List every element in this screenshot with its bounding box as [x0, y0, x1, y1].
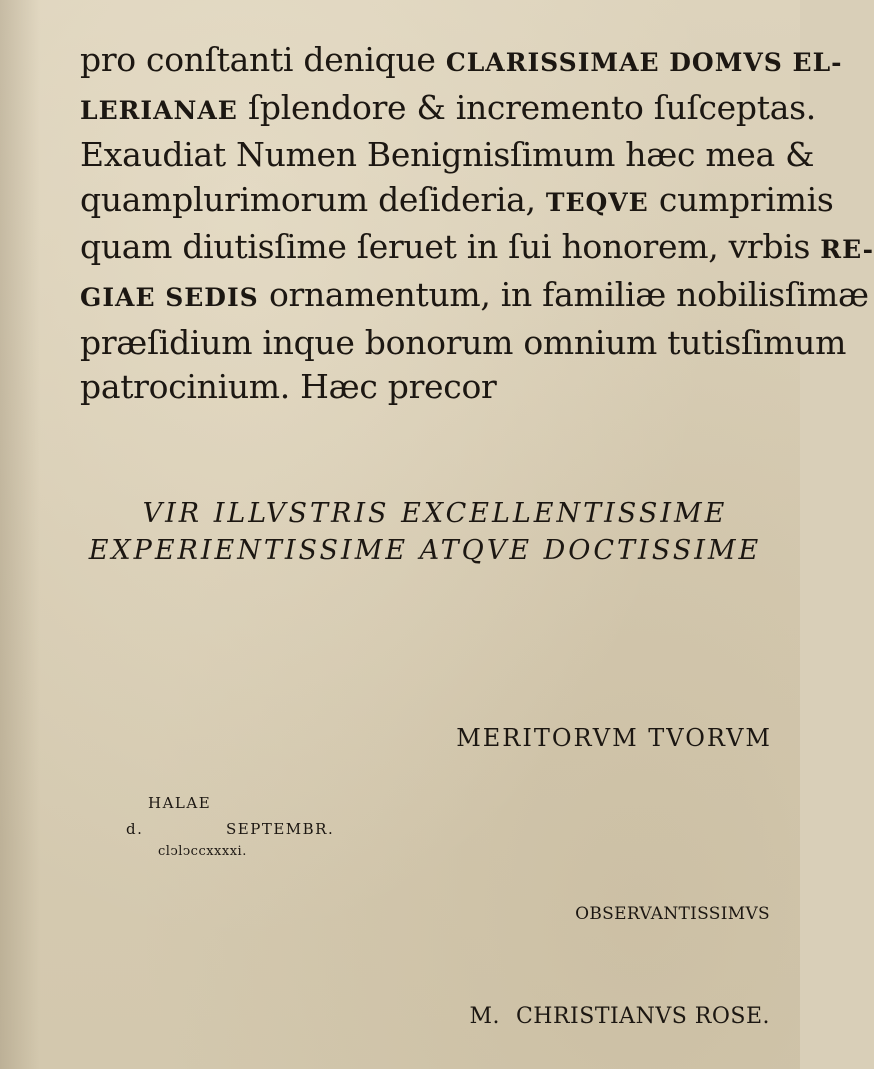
body-text-segment: quam diutisſime ſeruet in ſui honorem, vrbis [80, 227, 821, 267]
body-line-1 [80, 38, 843, 86]
small-caps-segment: CLARISSIMAE DOMVS EL- [445, 48, 843, 77]
body-line-4 [80, 178, 834, 226]
body-line-2 [80, 86, 816, 134]
body-text-segment: Exaudiat Numen Benignisſimum hæc mea & [80, 135, 815, 175]
body-text-segment: præſidium inque bonorum omnium tutisſimum [80, 322, 847, 362]
signature-initial: M. [469, 1004, 500, 1029]
date-day-prefix: d. [126, 820, 144, 838]
body-text-segment: patrocinium. Hæc precor [80, 367, 497, 407]
body-line-8 [80, 365, 780, 410]
body-text-segment: ornamentum, in familiæ nobilisſimæ [258, 274, 869, 314]
date-month: SEPTEMBR. [226, 820, 335, 838]
body-text-segment: pro conſtanti denique [80, 40, 446, 79]
salutation-line-1: VIR ILLVSTRIS EXCELLENTISSIME [142, 498, 728, 529]
salutation-line-2: EXPERIENTISSIME ATQVE DOCTISSIME [88, 535, 762, 566]
date-year: clↄlↄccxxxxi. [158, 844, 247, 859]
small-caps-segment: LERIANAE [80, 95, 238, 125]
closing-phrase: MERITORVM TVORVM [456, 724, 772, 752]
body-paragraph [80, 38, 874, 410]
body-line-3 [80, 133, 815, 178]
body-line-7 [80, 321, 847, 366]
small-caps-segment: RE- [820, 235, 874, 265]
signature [469, 1004, 770, 1029]
body-line-6 [80, 273, 869, 321]
body-line-5 [80, 225, 874, 273]
body-text-segment: quamplurimorum deſideria, [80, 179, 546, 219]
signature-name: CHRISTIANVS ROSE. [515, 1004, 770, 1029]
body-text-segment: cumprimis [648, 179, 834, 219]
body-text-segment: ſplendore & incremento ſuſceptas. [237, 87, 816, 127]
place-city: HALAE [148, 794, 212, 812]
observantissimus-line: OBSERVANTISSIMVS [575, 904, 770, 924]
small-caps-segment: GIAE SEDIS [80, 282, 259, 312]
small-caps-segment: TEQVE [545, 187, 649, 217]
